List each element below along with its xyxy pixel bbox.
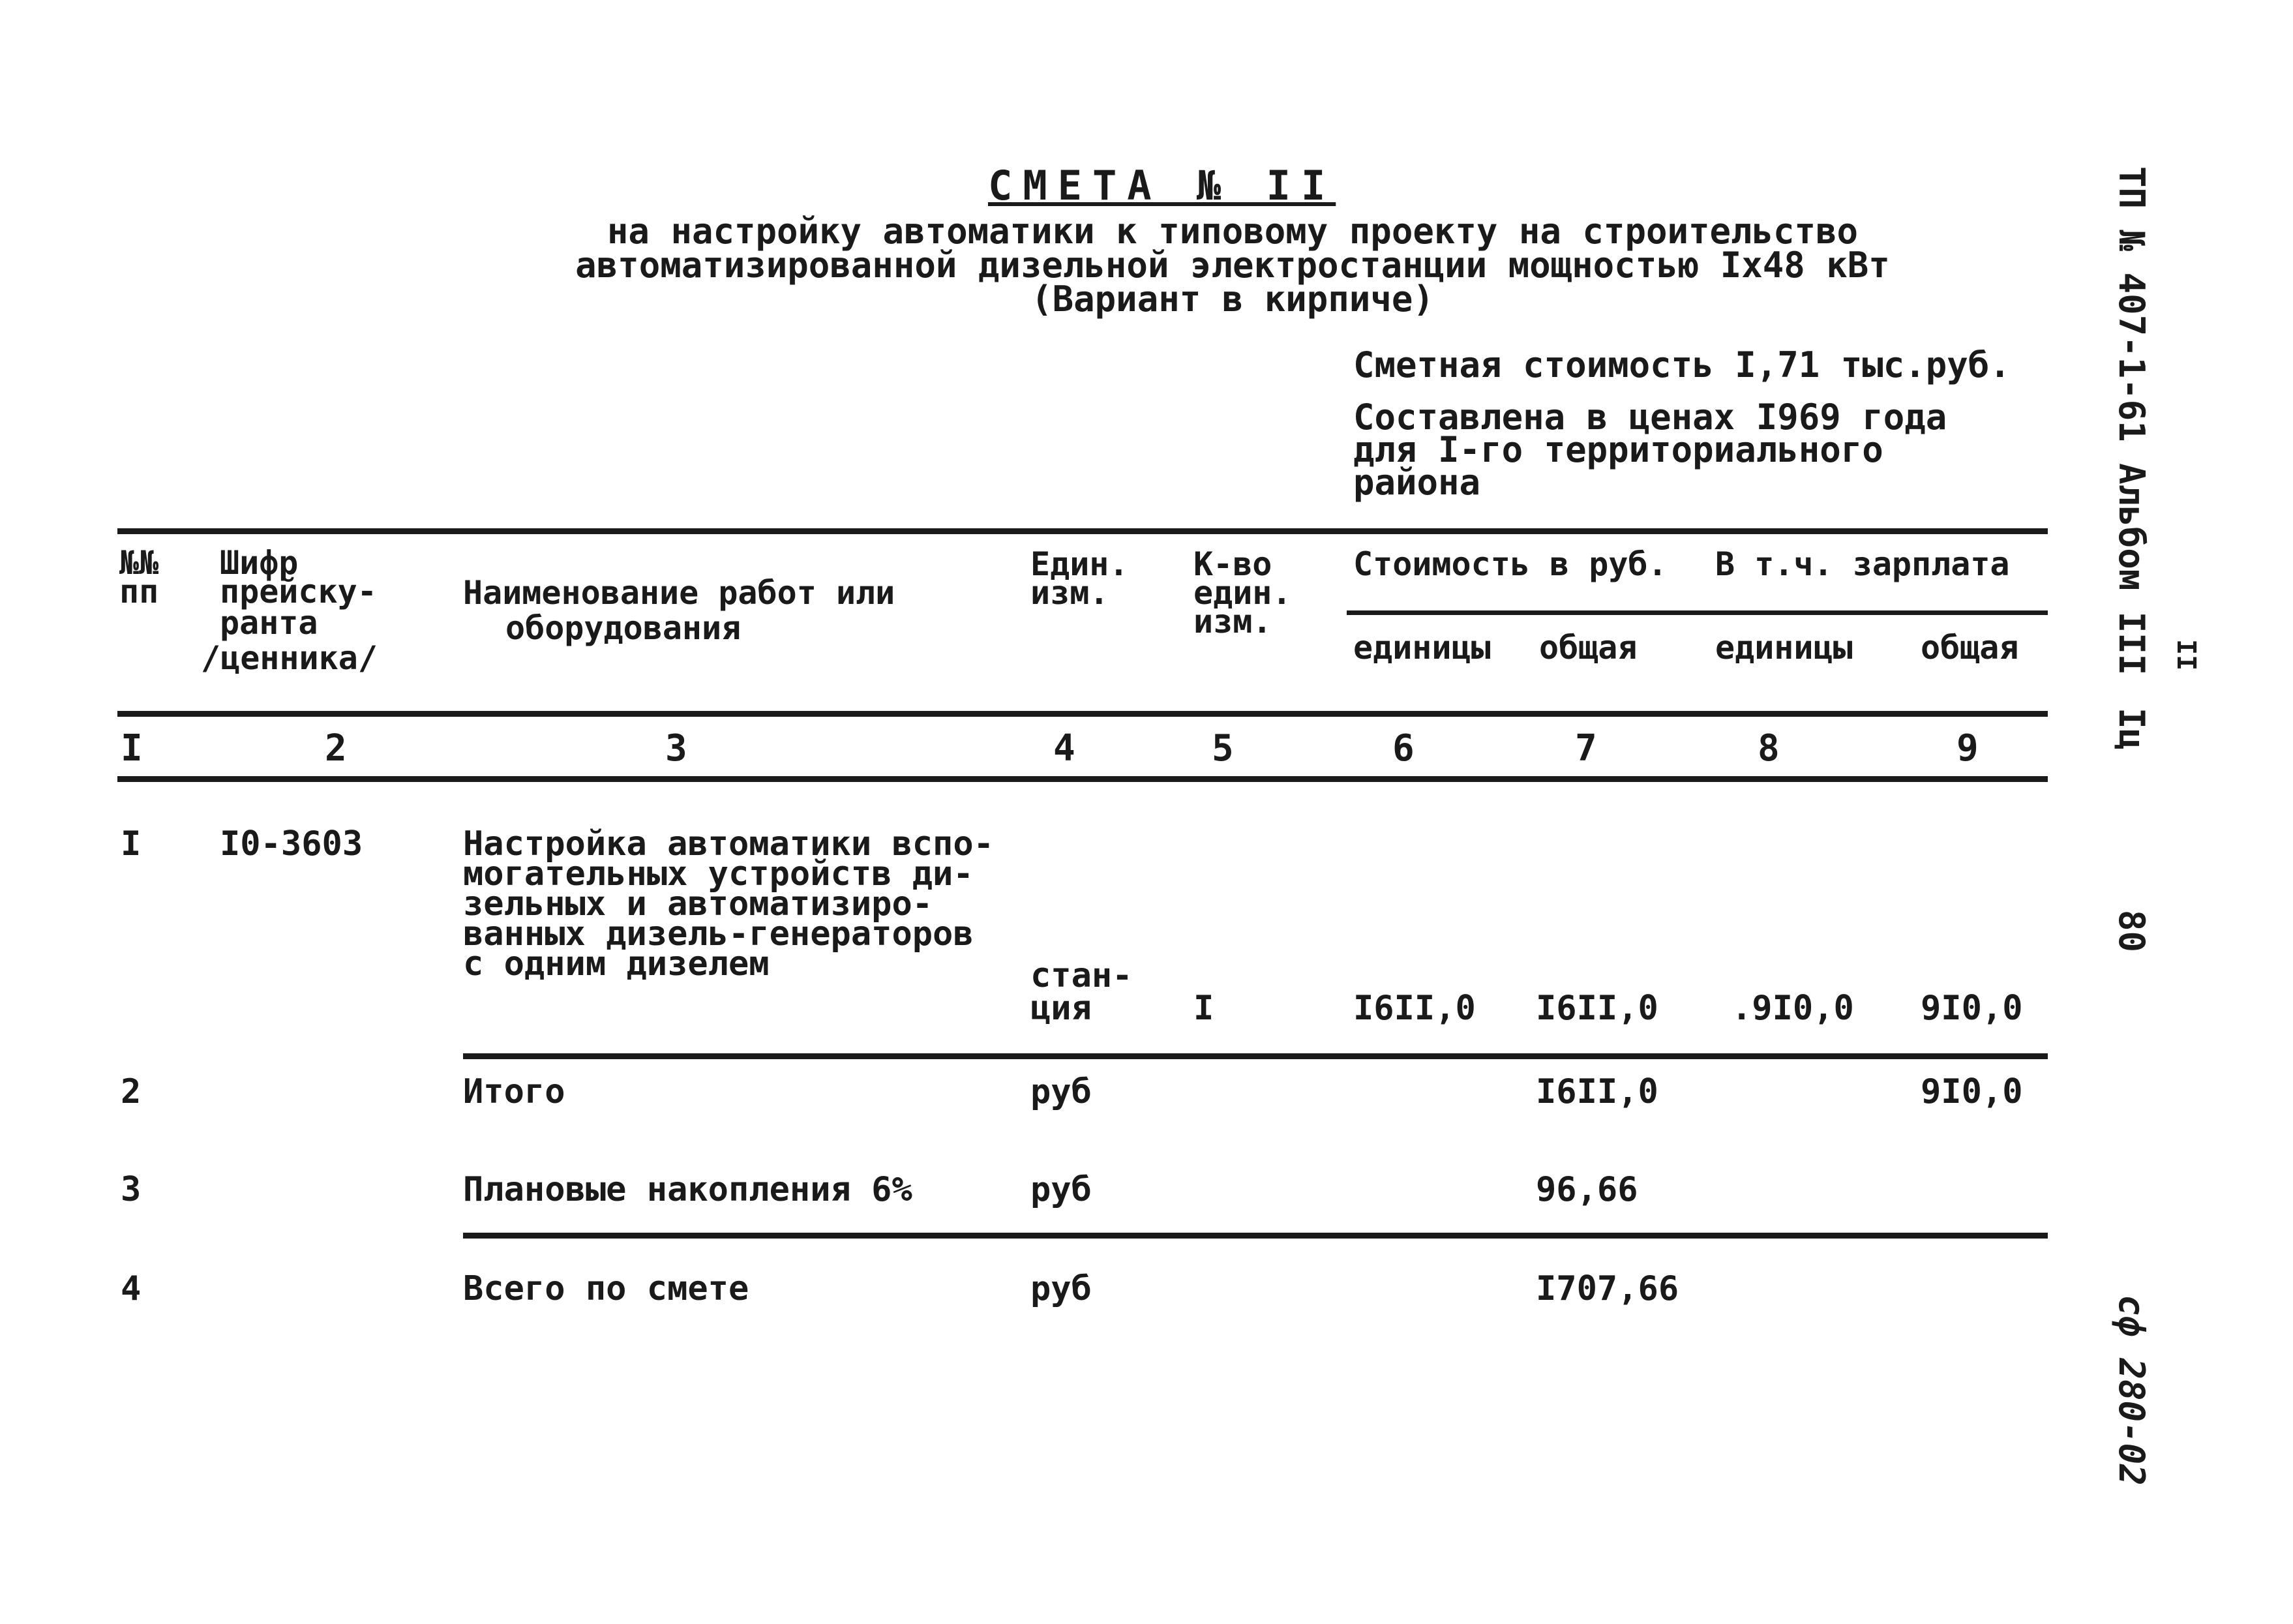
row1-name-line2: могательных устройств ди- xyxy=(463,854,974,894)
header-col7: общая xyxy=(1539,629,1638,667)
col-number-7: 7 xyxy=(1575,727,1597,770)
row1-name-line1: Настройка автоматики вспо- xyxy=(463,824,994,864)
row4-unit: руб xyxy=(1030,1269,1092,1308)
margin-form-code: сф 280-02 xyxy=(2111,1295,2152,1486)
estimated-cost: Сметная стоимость I,71 тыс.руб. xyxy=(1353,344,2011,385)
col-number-3: 3 xyxy=(665,727,687,770)
row2-no: 2 xyxy=(121,1072,142,1111)
header-col1-line2: пп xyxy=(119,573,159,610)
col-number-5: 5 xyxy=(1212,727,1234,770)
header-salary-group: В т.ч. зарплата xyxy=(1715,545,2010,583)
header-col2-line1: Шифр xyxy=(220,544,299,582)
row2-name: Итого xyxy=(463,1072,565,1111)
header-bottom-rule xyxy=(117,711,2048,717)
subtitle-line-2: автоматизированной дизельной электростанции мощностью Iх48 кВт xyxy=(575,245,1890,286)
price-basis-line-3: района xyxy=(1353,462,1481,503)
header-col5-line1: К-во xyxy=(1193,545,1272,583)
margin-part: Iц xyxy=(2111,708,2152,751)
price-basis-line-1: Составлена в ценах I969 года xyxy=(1353,397,1947,438)
row4-name: Всего по смете xyxy=(463,1269,749,1308)
row2-unit: руб xyxy=(1030,1072,1092,1111)
price-basis-line-2: для I-го территориального xyxy=(1353,429,1883,470)
row1-no: I xyxy=(121,824,142,864)
header-cost-group: Стоимость в руб. xyxy=(1353,545,1668,583)
subtotal-rule xyxy=(463,1053,2048,1059)
row1-code: I0-3603 xyxy=(220,824,363,864)
row1-name-line3: зельных и автоматизиро- xyxy=(463,884,933,924)
row3-unit: руб xyxy=(1030,1170,1092,1209)
header-col5-line3: изм. xyxy=(1193,603,1272,640)
document-title: СМЕТА № II xyxy=(988,162,1336,209)
col-number-6: 6 xyxy=(1392,727,1415,770)
header-group-rule xyxy=(1347,610,2048,615)
row4-cost-total: I707,66 xyxy=(1536,1269,1679,1308)
header-col1-line1: №№ xyxy=(119,544,159,582)
row1-unit-line1: стан- xyxy=(1030,956,1133,995)
row2-cost-total: I6II,0 xyxy=(1536,1072,1658,1111)
row1-name-line4: ванных дизель-генераторов xyxy=(463,914,974,954)
subtitle-line-3: (Вариант в кирпиче) xyxy=(1031,278,1434,320)
header-col4-line1: Един. xyxy=(1030,545,1129,583)
margin-project-code: ТП № 407-1-61 Альбом III xyxy=(2111,166,2152,676)
header-col8: единицы xyxy=(1715,629,1853,667)
header-col2-line3: ранта xyxy=(220,604,318,642)
col-number-1: I xyxy=(121,727,143,770)
row2-salary-total: 9I0,0 xyxy=(1921,1072,2023,1111)
header-col2-line4: /ценника/ xyxy=(201,639,378,677)
header-col9: общая xyxy=(1921,629,2019,667)
col-number-2: 2 xyxy=(325,727,347,770)
col-number-4: 4 xyxy=(1053,727,1075,770)
header-col6: единицы xyxy=(1353,629,1491,667)
row1-unit-line2: ция xyxy=(1030,989,1092,1028)
subtitle-line-1: на настройку автоматики к типовому проекту на строительство xyxy=(607,211,1859,252)
header-col3-line1: Наименование работ или xyxy=(463,574,895,612)
header-col5-line2: един. xyxy=(1193,574,1292,612)
col-number-8: 8 xyxy=(1758,727,1780,770)
header-col4-line2: изм. xyxy=(1030,574,1109,612)
row1-salary-total: 9I0,0 xyxy=(1921,989,2023,1028)
row1-name-line5: с одним дизелем xyxy=(463,944,770,984)
column-numbers-rule xyxy=(117,776,2048,782)
col-number-9: 9 xyxy=(1956,727,1979,770)
header-col2-line2: прейску- xyxy=(220,573,377,610)
row3-cost-total: 96,66 xyxy=(1536,1170,1638,1209)
row1-cost-unit: I6II,0 xyxy=(1353,989,1476,1028)
table-top-rule xyxy=(117,528,2048,534)
header-col3-line2: оборудования xyxy=(505,609,742,647)
row3-name: Плановые накопления 6% xyxy=(463,1170,912,1209)
row1-qty: I xyxy=(1193,989,1214,1028)
row1-salary-unit: .9I0,0 xyxy=(1731,989,1854,1028)
total-rule xyxy=(463,1233,2048,1239)
row4-no: 4 xyxy=(121,1269,142,1308)
margin-page-number: 80 xyxy=(2111,910,2152,953)
row3-no: 3 xyxy=(121,1170,142,1209)
margin-album-part: II xyxy=(2171,639,2201,671)
row1-cost-total: I6II,0 xyxy=(1536,989,1658,1028)
